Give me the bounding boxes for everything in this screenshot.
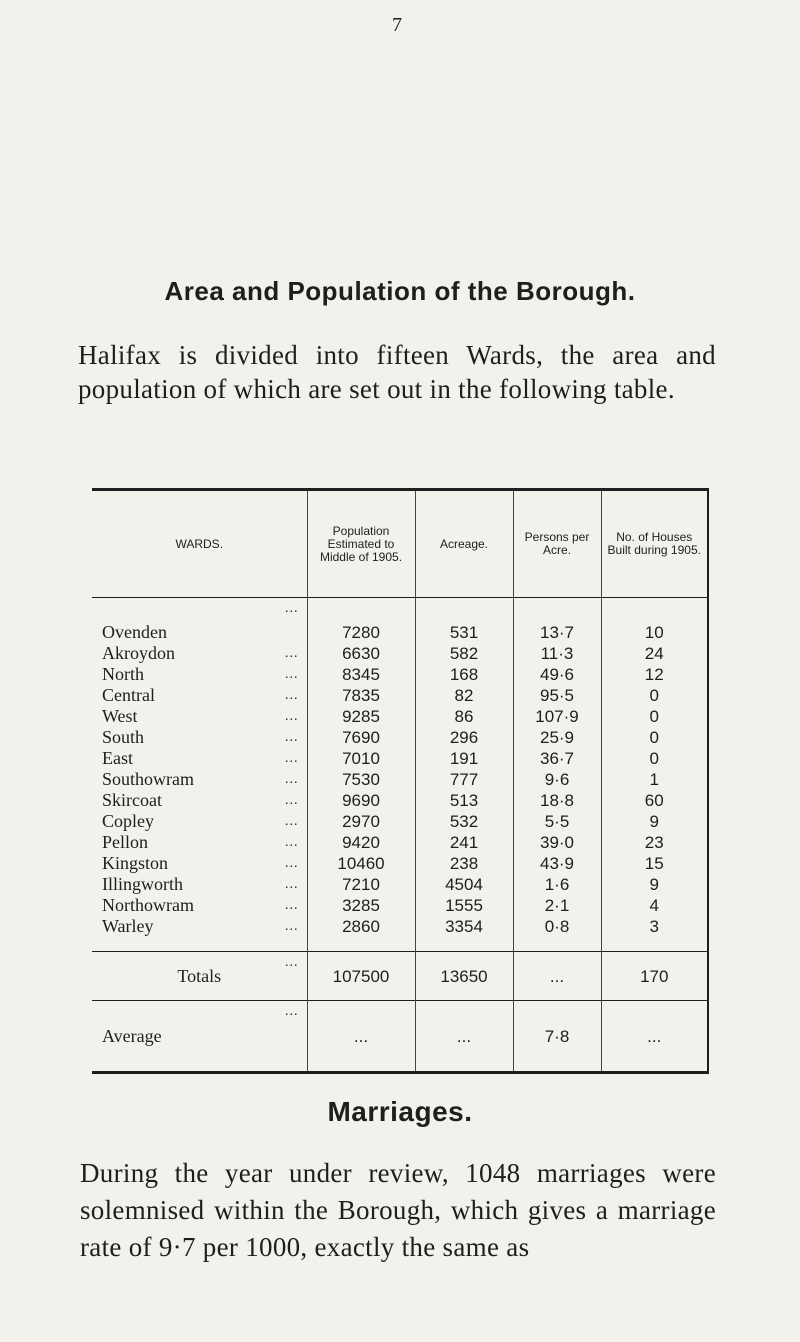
ward-acreage: 1555 (415, 895, 513, 916)
leader-dots: ... (285, 751, 299, 766)
leader-dots: ... (285, 877, 299, 892)
ward-persons-per-acre: 49·6 (513, 664, 601, 685)
ward-persons-per-acre: 39·0 (513, 832, 601, 853)
header-acreage: Acreage. (415, 490, 513, 598)
ward-persons-per-acre: 107·9 (513, 706, 601, 727)
ward-persons-per-acre: 95·5 (513, 685, 601, 706)
ward-acreage: 3354 (415, 916, 513, 952)
table-row (92, 811, 708, 832)
ward-name: East ... (102, 748, 299, 768)
average-persons: 7·8 (513, 1001, 601, 1073)
leader-dots: ... (285, 601, 299, 616)
page-number: 7 (392, 14, 402, 36)
ward-name: Skircoat ... (102, 790, 299, 810)
ward-population: 10460 (307, 853, 415, 874)
ward-houses-built: 0 (601, 727, 708, 748)
leader-dots: ... (285, 646, 299, 661)
ward-acreage: 82 (415, 685, 513, 706)
header-population: Population Estimated to Middle of 1905. (307, 490, 415, 598)
ward-acreage: 238 (415, 853, 513, 874)
ward-persons-per-acre: 18·8 (513, 790, 601, 811)
ward-name: Kingston ... (102, 853, 299, 873)
table-row (92, 853, 708, 874)
average-population: ... (307, 1001, 415, 1073)
ward-name: Warley ... (102, 916, 299, 936)
ward-population: 3285 (307, 895, 415, 916)
ward-population: 7835 (307, 685, 415, 706)
ward-population: 7210 (307, 874, 415, 895)
ward-name: Akroydon ... (102, 643, 299, 663)
header-persons-per-acre: Persons per Acre. (513, 490, 601, 598)
ward-acreage: 191 (415, 748, 513, 769)
ward-houses-built: 15 (601, 853, 708, 874)
ward-rows (92, 598, 708, 952)
leader-dots: ... (285, 772, 299, 787)
leader-dots: ... (285, 835, 299, 850)
ward-houses-built: 0 (601, 706, 708, 727)
wards-table (92, 488, 709, 1074)
leader-dots: ... (285, 919, 299, 934)
ward-houses-built: 4 (601, 895, 708, 916)
ward-acreage: 777 (415, 769, 513, 790)
ward-persons-per-acre: 43·9 (513, 853, 601, 874)
table-row (92, 598, 708, 644)
leader-dots: ... (285, 898, 299, 913)
ward-acreage: 86 (415, 706, 513, 727)
table-header-row (92, 490, 708, 598)
table-row (92, 916, 708, 952)
ward-population: 7010 (307, 748, 415, 769)
average-acreage: ... (415, 1001, 513, 1073)
table-row (92, 748, 708, 769)
ward-persons-per-acre: 1·6 (513, 874, 601, 895)
ward-acreage: 582 (415, 643, 513, 664)
ward-name: Southowram ... (102, 769, 299, 789)
ward-population: 7690 (307, 727, 415, 748)
table-row (92, 685, 708, 706)
totals-population: 107500 (307, 952, 415, 1001)
ward-name: South ... (102, 727, 299, 747)
ward-population: 2970 (307, 811, 415, 832)
ward-name: Central ... (102, 685, 299, 705)
table-row (92, 706, 708, 727)
ward-houses-built: 9 (601, 811, 708, 832)
ward-acreage: 168 (415, 664, 513, 685)
ward-houses-built: 3 (601, 916, 708, 952)
leader-dots: ... (285, 688, 299, 703)
ward-houses-built: 12 (601, 664, 708, 685)
average-row (92, 1001, 708, 1073)
ward-houses-built: 0 (601, 748, 708, 769)
leader-dots: ... (285, 856, 299, 871)
intro-paragraph: Halifax is divided into fifteen Wards, the area and population of which are set out in the following table. (78, 340, 716, 404)
ward-persons-per-acre: 11·3 (513, 643, 601, 664)
ward-houses-built: 0 (601, 685, 708, 706)
totals-row (92, 952, 708, 1001)
totals-persons: ... (513, 952, 601, 1001)
ward-name: Northowram ... (102, 895, 299, 915)
ward-houses-built: 9 (601, 874, 708, 895)
ward-persons-per-acre: 13·7 (513, 598, 601, 644)
table-row (92, 832, 708, 853)
ward-name: North ... (102, 664, 299, 684)
ward-persons-per-acre: 9·6 (513, 769, 601, 790)
header-wards: WARDS. (92, 490, 307, 598)
totals-label: Totals ... (92, 952, 307, 1001)
ward-population: 8345 (307, 664, 415, 685)
totals-houses: 170 (601, 952, 708, 1001)
totals-acreage: 13650 (415, 952, 513, 1001)
ward-persons-per-acre: 0·8 (513, 916, 601, 952)
ward-population: 2860 (307, 916, 415, 952)
ward-houses-built: 10 (601, 598, 708, 644)
ward-houses-built: 24 (601, 643, 708, 664)
table-row (92, 790, 708, 811)
ward-persons-per-acre: 36·7 (513, 748, 601, 769)
ward-population: 9285 (307, 706, 415, 727)
ward-persons-per-acre: 25·9 (513, 727, 601, 748)
header-houses-built: No. of Houses Built during 1905. (601, 490, 708, 598)
ward-persons-per-acre: 5·5 (513, 811, 601, 832)
marriages-paragraph: During the year under review, 1048 marriages were solemnised within the Borough, which gives a marriage rate of 9·7 per 1000, exactly the same as (80, 1158, 716, 1262)
leader-dots: ... (285, 793, 299, 808)
ward-acreage: 513 (415, 790, 513, 811)
section-title: Area and Population of the Borough. (164, 276, 636, 306)
ward-houses-built: 1 (601, 769, 708, 790)
marriages-title: Marriages. (327, 1096, 473, 1127)
ward-houses-built: 60 (601, 790, 708, 811)
leader-dots: ... (285, 667, 299, 682)
ward-acreage: 296 (415, 727, 513, 748)
ward-name: West ... (102, 706, 299, 726)
table-row (92, 874, 708, 895)
ward-name: Ovenden ... (92, 598, 307, 644)
leader-dots: ... (285, 730, 299, 745)
table-row (92, 769, 708, 790)
ward-population: 7280 (307, 598, 415, 644)
ward-name: Copley ... (102, 811, 299, 831)
average-label: Average ... (92, 1001, 307, 1073)
ward-population: 9420 (307, 832, 415, 853)
ward-acreage: 4504 (415, 874, 513, 895)
ward-houses-built: 23 (601, 832, 708, 853)
leader-dots: ... (285, 955, 299, 970)
table-row (92, 727, 708, 748)
ward-population: 6630 (307, 643, 415, 664)
leader-dots: ... (285, 709, 299, 724)
table-row (92, 895, 708, 916)
ward-name: Illingworth ... (102, 874, 299, 894)
ward-population: 9690 (307, 790, 415, 811)
ward-population: 7530 (307, 769, 415, 790)
ward-acreage: 531 (415, 598, 513, 644)
ward-acreage: 241 (415, 832, 513, 853)
ward-acreage: 532 (415, 811, 513, 832)
leader-dots: ... (285, 814, 299, 829)
leader-dots: ... (285, 1004, 299, 1019)
ward-persons-per-acre: 2·1 (513, 895, 601, 916)
table-row (92, 643, 708, 664)
table-row (92, 664, 708, 685)
average-houses: ... (601, 1001, 708, 1073)
ward-name: Pellon ... (102, 832, 299, 852)
